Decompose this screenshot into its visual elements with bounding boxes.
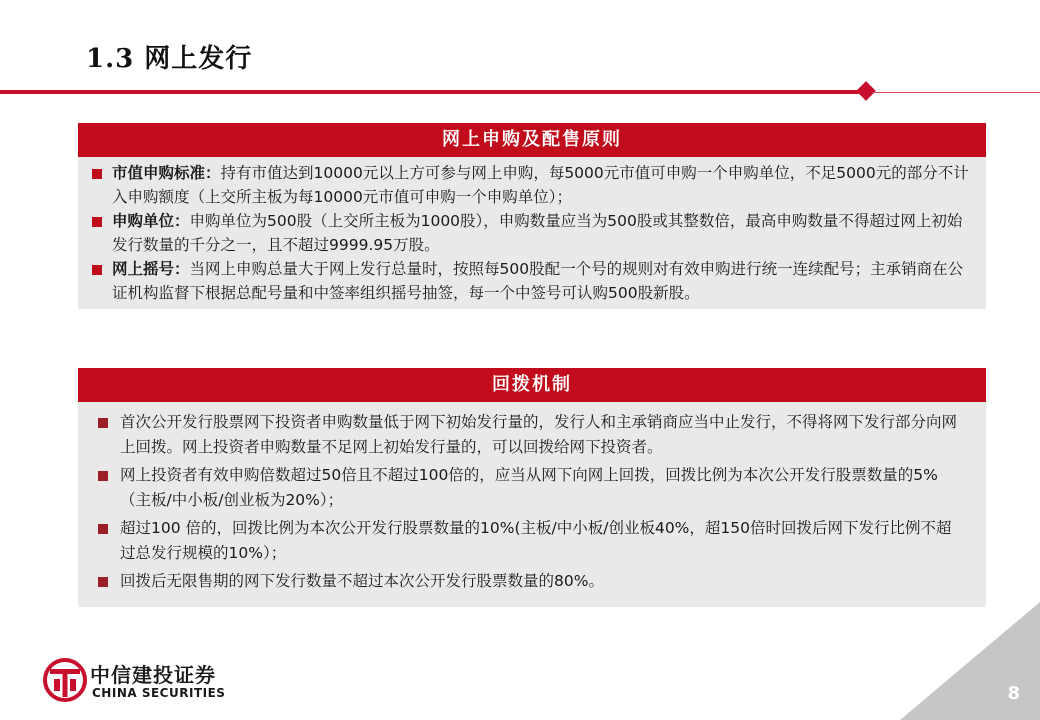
subscription-rules-panel xyxy=(78,123,986,309)
list-item xyxy=(98,410,966,460)
logo-text-en: CHINA SECURITIES xyxy=(92,686,226,700)
item-text: 首次公开发行股票网下投资者申购数量低于网下初始发行量的，发行人和主承销商应当中止发行，不得将网下发行部分向网上回拨。网上投资者申购数量不足网上初始发行量的，可以回拨给网下投资者。 xyxy=(120,413,958,456)
panel-body xyxy=(78,157,986,309)
item-text: 超过100 倍的，回拨比例为本次公开发行股票数量的10%(主板/中小板/创业板40%，超150倍时回拨后网下发行比例不超过总发行规模的10%）； xyxy=(120,519,952,562)
list-item-subscription-unit xyxy=(92,209,972,257)
list-item-market-value-standard xyxy=(92,161,972,209)
square-bullet-icon xyxy=(92,169,102,179)
clawback-mechanism-panel xyxy=(78,368,986,607)
panel-header: 网上申购及配售原则 xyxy=(78,123,986,157)
list-item-lottery xyxy=(92,257,972,305)
square-bullet-icon xyxy=(98,418,108,428)
divider-diamond-icon xyxy=(856,81,876,101)
square-bullet-icon xyxy=(92,217,102,227)
item-text: 申购单位为500股（上交所主板为1000股），申购数量应当为500股或其整数倍，最高申购数量不得超过网上初始发行数量的千分之一，且不超过9999.95万股。 xyxy=(112,212,963,254)
item-heading: 网上摇号： xyxy=(112,260,190,278)
list-item xyxy=(98,569,966,594)
item-heading: 市值申购标准： xyxy=(112,164,221,182)
square-bullet-icon xyxy=(98,577,108,587)
item-text: 回拨后无限售期的网下发行数量不超过本次公开发行股票数量的80%。 xyxy=(120,572,604,590)
panel-body xyxy=(78,402,986,607)
square-bullet-icon xyxy=(98,524,108,534)
logo-text-cn: 中信建投证券 xyxy=(90,663,216,687)
panel-header: 回拨机制 xyxy=(78,368,986,402)
company-logo xyxy=(40,655,230,707)
page-title: 1.3 网上发行 xyxy=(86,44,253,74)
page-number: 8 xyxy=(1007,683,1020,704)
title-divider xyxy=(0,90,862,94)
citic-logo-icon xyxy=(40,655,90,705)
item-text: 当网上申购总量大于网上发行总量时，按照每500股配一个号的规则对有效申购进行统一连续配号；主承销商在公证机构监督下根据总配号量和中签率组织摇号抽签，每一个中签号可认购500股新股。 xyxy=(112,260,964,302)
item-text: 持有市值达到10000元以上方可参与网上申购，每5000元市值可申购一个申购单位，不足5000元的部分不计入申购额度（上交所主板为每10000元市值可申购一个申购单位）； xyxy=(112,164,969,206)
item-heading: 申购单位： xyxy=(112,212,190,230)
square-bullet-icon xyxy=(92,265,102,275)
list-item xyxy=(98,463,966,513)
list-item xyxy=(98,516,966,566)
title-divider-thin xyxy=(872,92,1040,93)
square-bullet-icon xyxy=(98,471,108,481)
item-text: 网上投资者有效申购倍数超过50倍且不超过100倍的，应当从网下向网上回拨，回拨比例为本次公开发行股票数量的5%（主板/中小板/创业板为20%）； xyxy=(120,466,938,509)
